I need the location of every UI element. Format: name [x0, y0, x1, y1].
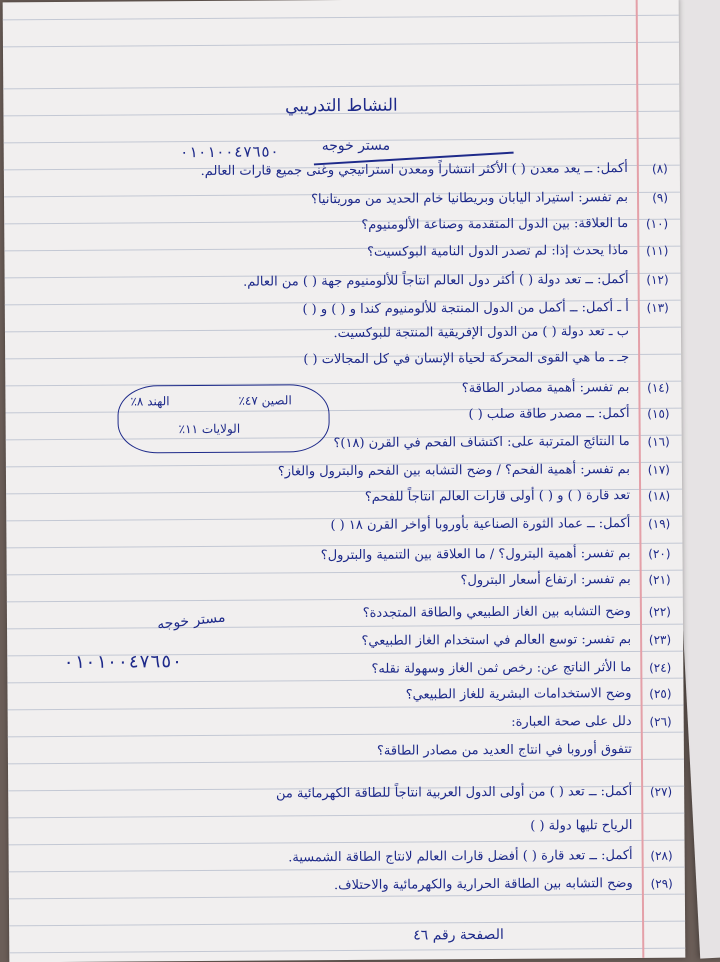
- title-signature: مستر خوجه: [321, 137, 391, 155]
- margin-line: [636, 0, 645, 958]
- question-text: أكمل: ــ عماد الثورة الصناعية بأوروبا أواخر القرن ١٨ ( ): [330, 516, 631, 534]
- question-text: ب ـ تعد دولة ( ) من الدول الإفريقية المنتجة للبوكسيت.: [333, 324, 630, 342]
- question-number: (١٨): [647, 488, 671, 503]
- question-text: ما الأثر الناتج عن: رخص ثمن الغاز وسهولة نقله؟: [371, 659, 632, 677]
- question-number: (١٣): [646, 300, 669, 315]
- question-number: (١٩): [647, 516, 671, 531]
- question-text: بم تفسر: استيراد اليابان وبريطانيا خام الحديد من موريتانيا؟: [310, 190, 629, 208]
- question-text: بم تفسر: ارتفاع أسعار البترول؟: [460, 572, 631, 589]
- cloud-china: الصين ٤٧٪: [238, 393, 292, 408]
- question-text: أكمل: ــ مصدر طاقة صلب ( ): [468, 406, 630, 423]
- phone-number-mid: ٠١٠١٠٠٤٧٦٥٠: [63, 651, 183, 673]
- question-text: الرياح تليها دولة ( ): [530, 817, 633, 834]
- question-number: (١٠): [645, 216, 669, 231]
- question-text: ما العلاقة: بين الدول المتقدمة وصناعة الألومنيوم؟: [361, 216, 629, 233]
- production-share-cloud: [117, 384, 329, 453]
- question-number: (٢٩): [650, 876, 673, 891]
- question-text: بم تفسر: توسع العالم في استخدام الغاز الطبيعي؟: [361, 631, 632, 649]
- signature-mid: مستر خوجه: [156, 609, 227, 633]
- question-number: (٢٢): [648, 604, 671, 619]
- question-number: (١١): [646, 243, 669, 258]
- cloud-india: الهند ٨٪: [130, 394, 170, 409]
- question-text: أكمل: ــ يعد معدن ( ) الأكثر انتشاراً ومعدن استراتيجي وغنى جميع قارات العالم.: [200, 161, 628, 179]
- question-number: (٢٧): [649, 784, 673, 799]
- question-number: (٢١): [648, 572, 671, 587]
- question-text: أكمل: ــ تعد ( ) من أولى الدول العربية انتاجاً للطاقة الكهرمائية من: [275, 783, 633, 802]
- question-text: بم تفسر: أهمية مصادر الطاقة؟: [461, 380, 630, 397]
- question-number: (٩): [652, 190, 669, 205]
- question-text: تتفوق أوروبا في انتاج العديد من مصادر الطاقة؟: [376, 741, 632, 759]
- question-number: (٨): [651, 161, 668, 176]
- question-number: (١٧): [647, 462, 670, 477]
- question-number: (١٦): [647, 434, 670, 449]
- question-number: (٢٣): [648, 632, 672, 647]
- question-number: (١٤): [647, 380, 670, 395]
- cloud-usa: الولايات ١١٪: [178, 421, 241, 437]
- question-number: (٢٦): [649, 714, 672, 729]
- question-text: بم تفسر: أهمية البترول؟ / ما العلاقة بين التنمية والبترول؟: [320, 546, 631, 564]
- question-text: وضح التشابه بين الطاقة الحرارية والكهرمائية والاحتلاف.: [333, 875, 633, 894]
- page-number-footer: الصفحة رقم ٤٦: [413, 926, 504, 944]
- question-number: (٢٤): [649, 660, 672, 675]
- question-number: (٢٠): [648, 546, 671, 561]
- question-text: بم تفسر: أهمية الفحم؟ / وضح التشابه بين الفحم والبترول والغاز؟: [277, 462, 630, 480]
- question-number: (٢٥): [649, 686, 672, 701]
- question-text: أكمل: ــ تعد قارة ( ) أفضل قارات العالم لانتاج الطاقة الشمسية.: [288, 847, 633, 866]
- question-text: أ ـ أكمل: ــ أكمل من الدول المنتجة للألومنيوم كندا و ( ) و ( ): [302, 300, 629, 318]
- question-text: أكمل: ــ تعد دولة ( ) أكثر دول العالم انتاجاً للألومنيوم جهة ( ) من العالم.: [243, 272, 629, 290]
- question-text: جـ ـ ما هي القوى المحركة لحياة الإنسان في كل المجالات ( ): [303, 350, 630, 368]
- phone-number-top: ٠١٠١٠٠٤٧٦٥٠: [179, 142, 280, 162]
- question-text: وضح التشابه بين الغاز الطبيعي والطاقة المتجددة؟: [362, 604, 631, 621]
- question-number: (٢٨): [650, 848, 673, 863]
- question-number: (١٢): [646, 272, 669, 287]
- question-text: دلل على صحة العبارة:: [511, 713, 632, 730]
- question-text: تعد قارة ( ) و ( ) أولى قارات العالم انتاجاً للفحم؟: [364, 488, 631, 505]
- notebook-page: [3, 0, 686, 962]
- page-title: النشاط التدريبي: [284, 95, 398, 117]
- question-number: (١٥): [647, 406, 670, 421]
- question-text: وضح الاستخدامات البشرية للغاز الطبيعي؟: [405, 685, 632, 703]
- question-text: ما النتائج المترتبة على: اكتشاف الفحم في القرن (١٨)؟: [333, 434, 630, 452]
- question-text: ماذا يحدث إذا: لم تصدر الدول النامية البوكسيت؟: [367, 243, 629, 260]
